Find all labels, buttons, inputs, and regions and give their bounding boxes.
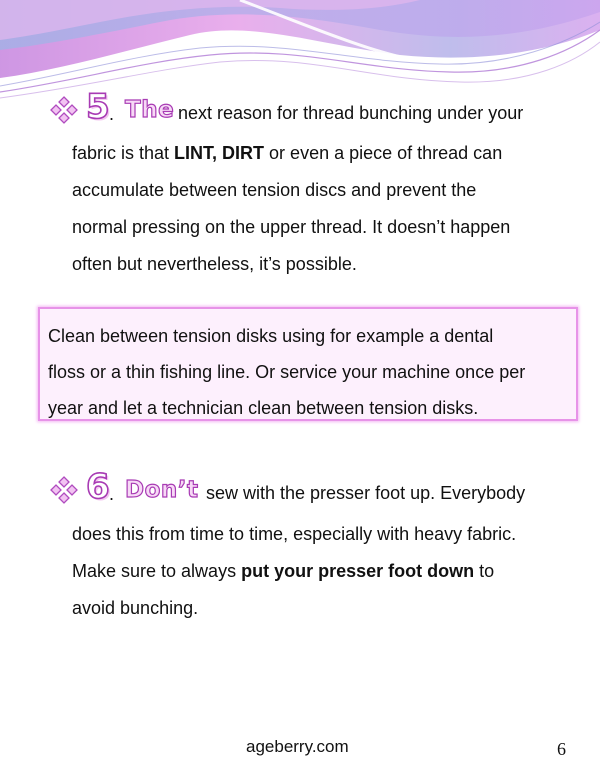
paragraph-line: normal pressing on the upper thread. It doesn’t happen (72, 217, 511, 237)
paragraph-line: does this from time to time, especially with heavy fabric. (72, 524, 517, 544)
section-5 (0, 88, 600, 283)
line-text: to (474, 561, 495, 581)
tip-line: Clean between tension disks using for example a dental (48, 326, 494, 346)
tip-box (38, 307, 578, 421)
four-diamond-icon (50, 96, 78, 124)
bold-phrase: put your presser foot down (241, 561, 475, 581)
paragraph-line: accumulate between tension discs and prevent the (72, 180, 477, 200)
lead-keyword: Don’t (125, 477, 199, 503)
line-text: Make sure to always (72, 561, 242, 581)
four-diamond-icon (50, 476, 78, 504)
section-5-body (72, 135, 572, 283)
tip-line: year and let a technician clean between tension disks. (48, 398, 479, 418)
lead-text: next reason for thread bunching under your (178, 103, 524, 123)
section-5-lead-line (0, 88, 600, 130)
number-dot: . (109, 104, 115, 124)
section-6-body (72, 516, 572, 627)
section-6-lead-line (0, 468, 600, 510)
paragraph-line (72, 553, 572, 590)
line-text: fabric is that (72, 143, 175, 163)
footer-website: ageberry.com (246, 737, 349, 756)
paragraph-line: often but nevertheless, it’s possible. (72, 254, 357, 274)
line-text: or even a piece of thread can (264, 143, 503, 163)
tip-line: floss or a thin fishing line. Or service your machine once per (48, 362, 526, 382)
item-number: 6 (86, 467, 110, 507)
paragraph-line (72, 135, 572, 172)
bold-phrase: LINT, DIRT (174, 143, 265, 163)
number-dot: . (109, 484, 115, 504)
section-6 (0, 468, 600, 627)
page-number: 6 (557, 739, 566, 759)
item-number: 5 (86, 87, 110, 127)
paragraph-line: avoid bunching. (72, 598, 199, 618)
lead-text: sew with the presser foot up. Everybody (206, 483, 526, 503)
lead-keyword: The (125, 97, 175, 123)
